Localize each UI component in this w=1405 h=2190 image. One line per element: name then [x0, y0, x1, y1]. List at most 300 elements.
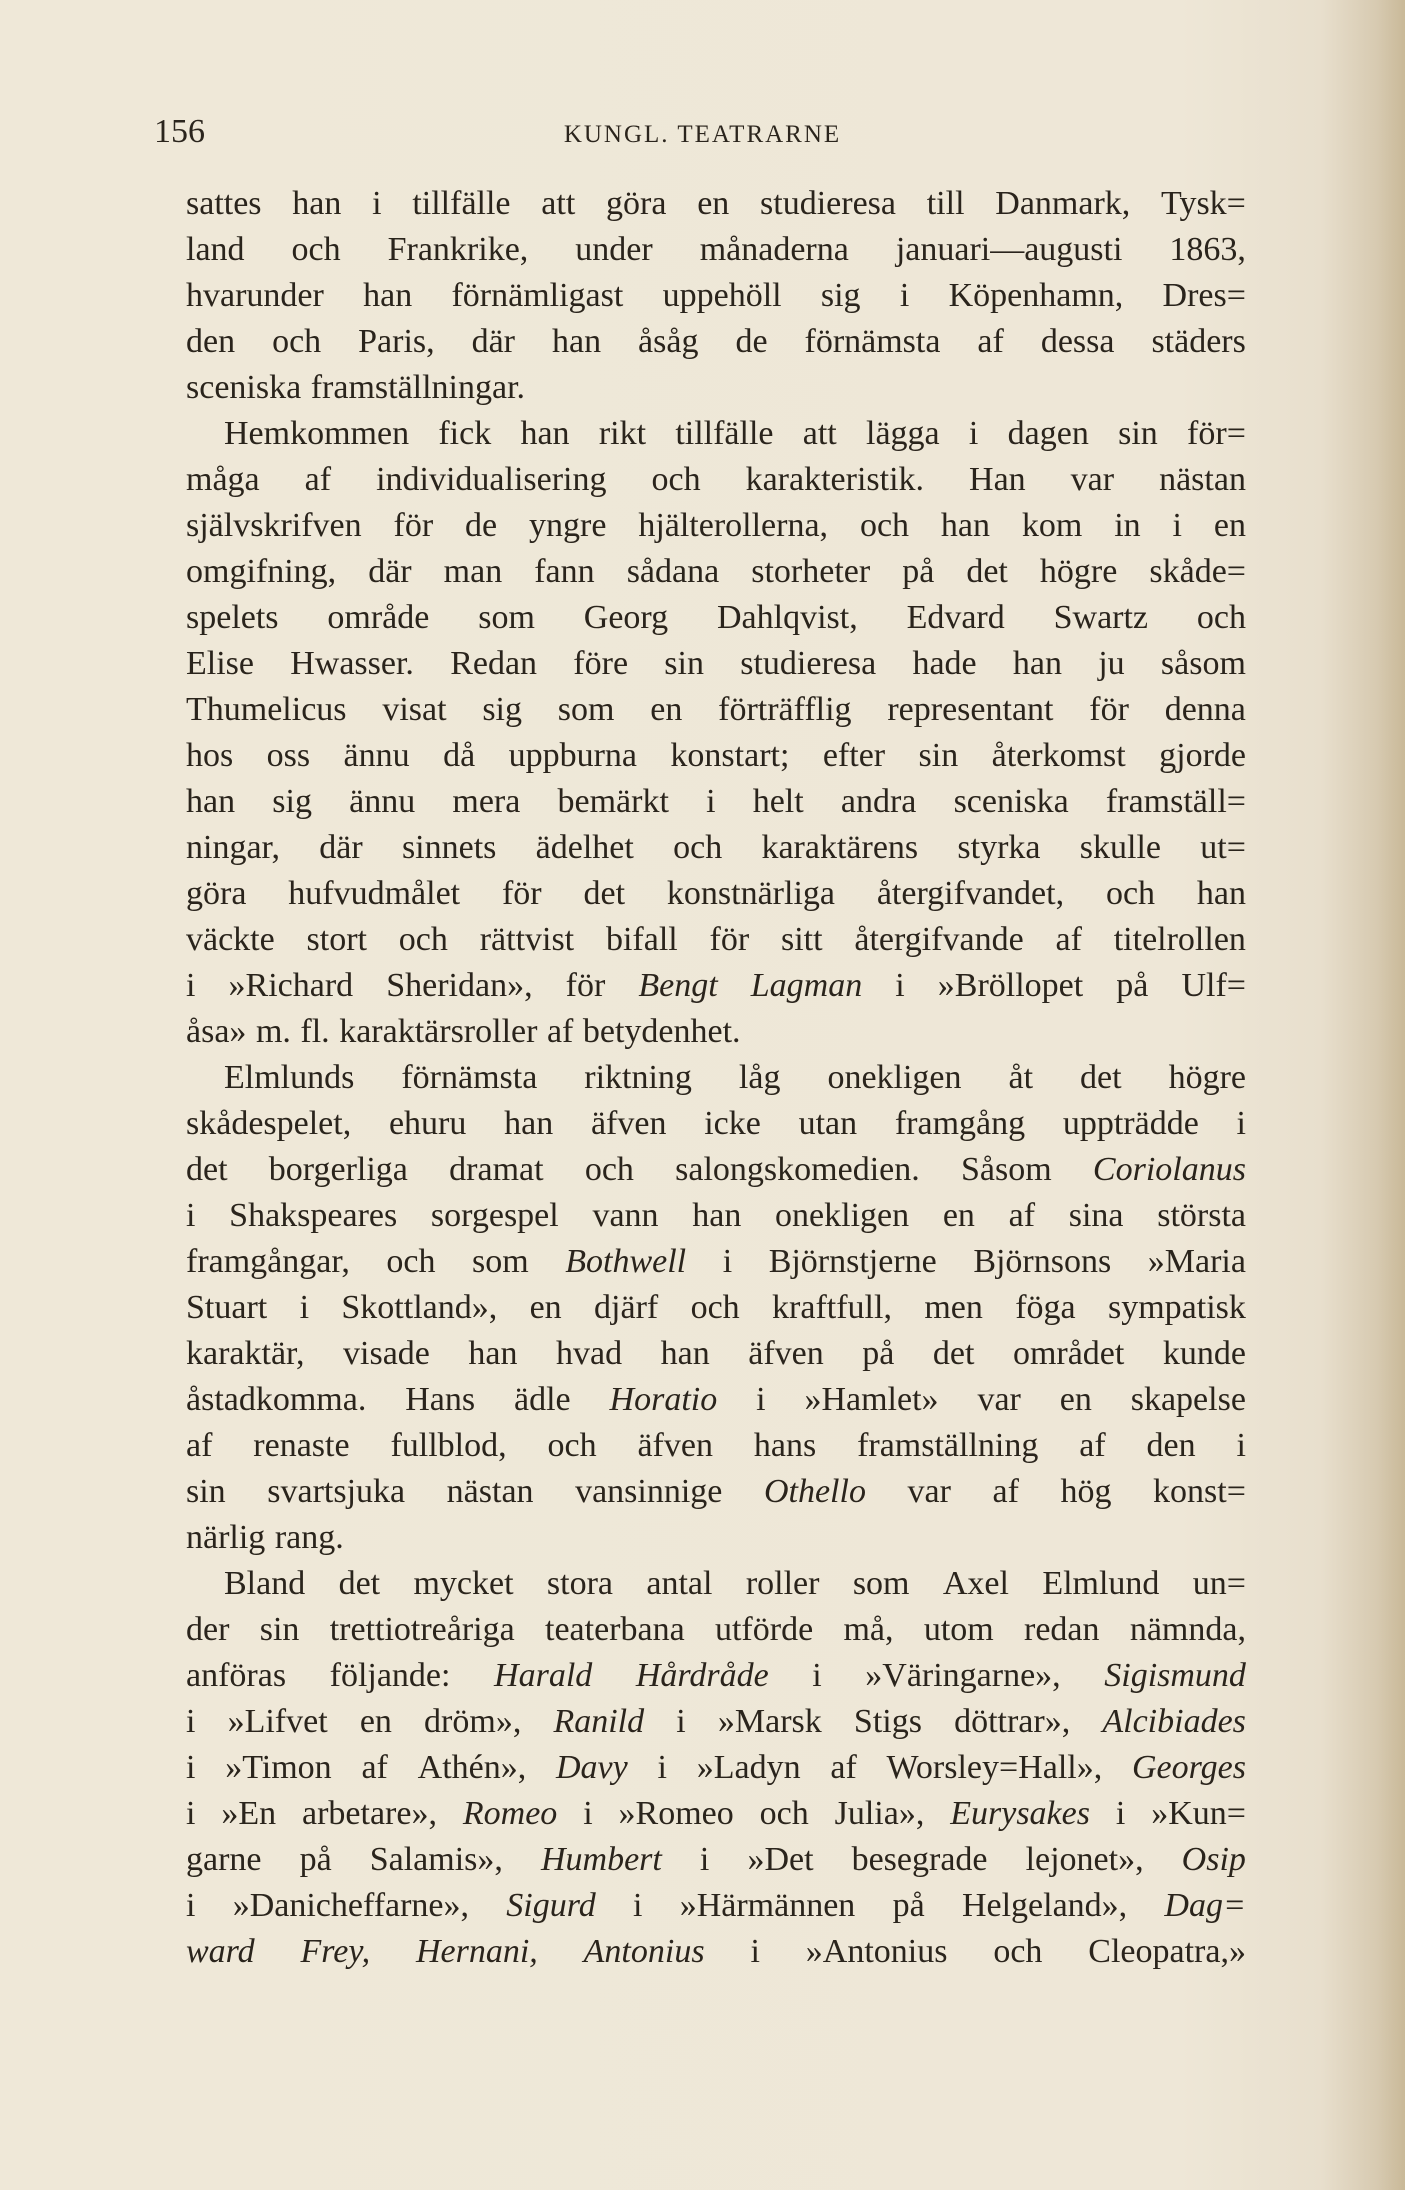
word: och: [673, 829, 723, 866]
word: den: [1146, 1427, 1196, 1464]
word: »Kun=: [1151, 1795, 1246, 1832]
word: der: [186, 1611, 230, 1648]
text-line: [186, 227, 1246, 273]
word: sympatisk: [1108, 1289, 1246, 1326]
word: »Romeo: [618, 1795, 734, 1832]
word: gjorde: [1159, 737, 1246, 774]
word: framgång: [894, 1105, 1026, 1142]
word: lejonet»,: [1025, 1841, 1144, 1878]
word: Coriolanus: [1092, 1151, 1246, 1188]
word: Helgeland»,: [961, 1887, 1128, 1924]
word: ädelhet: [535, 829, 634, 866]
word: som: [557, 691, 615, 728]
word: stort: [306, 921, 367, 958]
word: individualisering: [376, 461, 607, 498]
word: karakteristik.: [745, 461, 925, 498]
word: för: [709, 921, 750, 958]
word: i: [583, 1795, 593, 1832]
word: åstadkomma.: [186, 1381, 367, 1418]
word: Redan: [450, 645, 538, 682]
word: nästan: [1159, 461, 1246, 498]
word: förnämligast: [451, 277, 624, 314]
word: Lagman: [750, 967, 863, 1004]
word: må,: [843, 1611, 894, 1648]
word: styrka: [957, 829, 1041, 866]
text-line: [186, 871, 1246, 917]
word: han: [1012, 645, 1062, 682]
word: äfven: [748, 1335, 824, 1372]
word: i: [899, 277, 910, 314]
word: karaktärsroller: [339, 1013, 538, 1050]
word: Axel: [942, 1565, 1009, 1602]
word: »Antonius: [805, 1933, 948, 1970]
word: i: [1115, 1795, 1126, 1832]
word: i: [722, 1243, 733, 1280]
word: Bothwell: [565, 1243, 687, 1280]
word: riktning: [584, 1059, 692, 1096]
word: återgifvande: [854, 921, 1024, 958]
text-line: [186, 1929, 1246, 1975]
word: konstnärliga: [666, 875, 835, 912]
word: besegrade: [851, 1841, 988, 1878]
word: på: [862, 1335, 895, 1372]
word: han: [551, 323, 602, 360]
text-line: [186, 1101, 1246, 1147]
word: »Det: [747, 1841, 814, 1878]
word: »Väringarne»,: [865, 1657, 1061, 1694]
text-line: [186, 1147, 1246, 1193]
word: det: [583, 875, 626, 912]
word: konstart;: [670, 737, 790, 774]
text-line: [186, 181, 1246, 227]
word: Horatio: [609, 1381, 718, 1418]
word: fl.: [300, 1013, 330, 1050]
word: återgifvandet,: [876, 875, 1065, 912]
word: 1863,: [1169, 231, 1246, 268]
word: »Maria: [1147, 1243, 1246, 1280]
word: och: [859, 507, 910, 544]
word: måga: [186, 461, 260, 498]
word: teaterbana: [545, 1611, 685, 1648]
word: hög: [1060, 1473, 1112, 1510]
word: tillfälle: [412, 185, 511, 222]
word: området: [1012, 1335, 1125, 1372]
text-line: [186, 503, 1246, 549]
word: förnämsta: [401, 1059, 538, 1096]
word: en: [529, 1289, 562, 1326]
word: Ulf=: [1181, 967, 1246, 1004]
word: han: [520, 415, 570, 452]
word: hufvudmålet: [288, 875, 461, 912]
word: ehuru: [388, 1105, 467, 1142]
word: i: [1236, 1105, 1246, 1142]
word: Georg: [583, 599, 669, 636]
word: närlig: [186, 1519, 266, 1556]
word: kraftfull,: [772, 1289, 892, 1326]
word: stora: [546, 1565, 614, 1602]
word: var: [1070, 461, 1115, 498]
word: på: [902, 553, 935, 590]
word: helt: [752, 783, 804, 820]
text-line: [186, 917, 1246, 963]
word: visat: [382, 691, 447, 728]
word: spelets: [186, 599, 279, 636]
word: han: [363, 277, 413, 314]
word: område: [327, 599, 430, 636]
word: af: [977, 323, 1004, 360]
word: de: [735, 323, 768, 360]
word: han: [1196, 875, 1246, 912]
word: denna: [1164, 691, 1246, 728]
word: icke: [704, 1105, 761, 1142]
running-head: KUNGL. TEATRARNE: [563, 121, 842, 148]
word: Thumelicus: [186, 691, 347, 728]
word: åt: [1008, 1059, 1034, 1096]
word: sin: [664, 645, 704, 682]
word: döttrar»,: [954, 1703, 1071, 1740]
word: och: [272, 323, 322, 360]
word: och: [398, 921, 448, 958]
word: Tysk=: [1161, 185, 1246, 222]
word: ut=: [1200, 829, 1246, 866]
word: in: [1114, 507, 1141, 544]
word: yngre: [529, 507, 607, 544]
word: »Ladyn: [696, 1749, 801, 1786]
word: Hårdråde: [635, 1657, 769, 1694]
word: omgifning,: [186, 553, 337, 590]
text-line: [186, 1239, 1246, 1285]
word: utförde: [714, 1611, 814, 1648]
word: det: [338, 1565, 381, 1602]
word: det: [932, 1335, 975, 1372]
word: som: [852, 1565, 910, 1602]
word: mycket: [413, 1565, 514, 1602]
word: Stuart: [186, 1289, 268, 1326]
word: Julia»,: [834, 1795, 925, 1832]
word: anföras: [186, 1657, 287, 1694]
word: »Richard: [228, 967, 354, 1004]
text-line: [186, 549, 1246, 595]
word: »Marsk: [717, 1703, 822, 1740]
word: det: [1080, 1059, 1122, 1096]
word: betydenhet.: [582, 1013, 741, 1050]
word: onekligen: [827, 1059, 962, 1096]
text-line: [186, 825, 1246, 871]
word: skulle: [1079, 829, 1161, 866]
word: och: [1105, 875, 1156, 912]
word: af: [1079, 1427, 1106, 1464]
text-line: [186, 687, 1246, 733]
word: borgerliga: [268, 1151, 408, 1188]
word: framgångar,: [186, 1243, 350, 1280]
word: Salamis»,: [369, 1841, 503, 1878]
word: »Bröllopet: [937, 967, 1084, 1004]
word: han: [660, 1335, 710, 1372]
word: sitt: [781, 921, 823, 958]
word: under: [575, 231, 653, 268]
word: var: [977, 1381, 1021, 1418]
word: af: [1008, 1197, 1036, 1234]
text-line: [186, 411, 1246, 457]
word: Stigs: [853, 1703, 922, 1740]
word: i: [750, 1933, 760, 1970]
word: han: [692, 1197, 742, 1234]
word: garne: [186, 1841, 262, 1878]
word: framställningar.: [310, 369, 526, 406]
word: åsåg: [638, 323, 699, 360]
word: ädle: [514, 1381, 571, 1418]
word: Björnstjerne: [768, 1243, 937, 1280]
word: renaste: [253, 1427, 350, 1464]
word: förnämsta: [804, 323, 941, 360]
word: Han: [969, 461, 1026, 498]
word: Ranild: [553, 1703, 645, 1740]
word: efter: [822, 737, 886, 774]
word: dramat: [449, 1151, 544, 1188]
word: Athén»,: [417, 1749, 527, 1786]
word: »En: [221, 1795, 277, 1832]
word: och: [1196, 599, 1246, 636]
word: äfven: [637, 1427, 713, 1464]
word: i: [186, 967, 196, 1004]
text-line: [186, 595, 1246, 641]
word: nämnda,: [1129, 1611, 1246, 1648]
word: sin: [1118, 415, 1158, 452]
word: följande:: [329, 1657, 451, 1694]
word: Köpenhamn,: [948, 277, 1124, 314]
word: och: [690, 1289, 740, 1326]
word: Dres=: [1162, 277, 1246, 314]
word: återkomst: [991, 737, 1126, 774]
text-line: [186, 1791, 1246, 1837]
word: studieresa: [760, 185, 896, 222]
word: där: [319, 829, 363, 866]
text-line: [186, 273, 1246, 319]
word: titelrollen: [1113, 921, 1246, 958]
word: en: [1059, 1381, 1092, 1418]
word: en: [650, 691, 683, 728]
word: skådespelet,: [186, 1105, 352, 1142]
word: Georges: [1131, 1749, 1246, 1786]
word: Othello: [763, 1473, 866, 1510]
word: karaktärens: [761, 829, 919, 866]
text-line: [186, 779, 1246, 825]
word: i: [1236, 1427, 1246, 1464]
word: en: [697, 185, 730, 222]
word: »Danicheffarne»,: [232, 1887, 470, 1924]
word: bifall: [605, 921, 678, 958]
text-line: [186, 1515, 1246, 1561]
word: sig: [482, 691, 522, 728]
word: och: [547, 1427, 597, 1464]
word: Harald: [494, 1657, 593, 1694]
word: januari—augusti: [895, 231, 1123, 268]
word: i: [1172, 507, 1182, 544]
word: djärf: [594, 1289, 659, 1326]
word: sin: [918, 737, 959, 774]
word: på: [299, 1841, 332, 1878]
word: låg: [738, 1059, 781, 1096]
word: »Lifvet: [227, 1703, 328, 1740]
word: Sheridan»,: [386, 967, 533, 1004]
text-line: [186, 1377, 1246, 1423]
word: arbetare»,: [302, 1795, 437, 1832]
word: Såsom: [960, 1151, 1052, 1188]
word: Antonius: [583, 1933, 705, 1970]
word: Frankrike,: [387, 231, 529, 268]
word: i: [632, 1887, 643, 1924]
word: utan: [798, 1105, 858, 1142]
word: sorgespel: [430, 1197, 559, 1234]
word: Elise: [186, 645, 254, 682]
word: Danmark,: [995, 185, 1131, 222]
word: väckte: [186, 921, 275, 958]
word: de: [465, 507, 498, 544]
word: vansinnige: [575, 1473, 723, 1510]
word: föga: [1015, 1289, 1076, 1326]
word: dagen: [1007, 415, 1089, 452]
word: och: [386, 1243, 436, 1280]
word: sin: [259, 1611, 300, 1648]
word: framställning: [857, 1427, 1039, 1464]
word: han: [940, 507, 990, 544]
word: storheter: [751, 553, 871, 590]
text-line: [186, 1469, 1246, 1515]
body-text: [186, 181, 1246, 1975]
word: som: [472, 1243, 529, 1280]
text-line: [186, 1745, 1246, 1791]
word: det: [186, 1151, 228, 1188]
word: af: [830, 1749, 857, 1786]
word: rättvist: [479, 921, 575, 958]
text-line: [186, 1653, 1246, 1699]
word: göra: [606, 185, 667, 222]
word: Edvard: [906, 599, 1005, 636]
word: andra: [840, 783, 917, 820]
word: land: [186, 231, 245, 268]
word: i: [895, 967, 905, 1004]
word: ännu: [343, 737, 410, 774]
word: i: [706, 783, 716, 820]
word: sådana: [626, 553, 720, 590]
word: största: [1157, 1197, 1246, 1234]
word: i: [372, 185, 382, 222]
text-line: [186, 1285, 1246, 1331]
word: Sigismund: [1104, 1657, 1246, 1694]
word: skåde=: [1149, 553, 1246, 590]
word: m.: [255, 1013, 291, 1050]
word: »Timon: [225, 1749, 332, 1786]
word: un=: [1192, 1565, 1246, 1602]
word: Sigurd: [506, 1887, 596, 1924]
word: och: [993, 1933, 1043, 1970]
word: man: [443, 553, 503, 590]
word: af: [361, 1749, 388, 1786]
word: i: [676, 1703, 686, 1740]
word: i: [657, 1749, 667, 1786]
word: ward: [186, 1933, 255, 1970]
word: dröm»,: [424, 1703, 522, 1740]
word: Dag=: [1164, 1887, 1246, 1924]
word: hos: [186, 737, 234, 774]
word: »Hamlet»: [804, 1381, 939, 1418]
word: onekligen: [775, 1197, 910, 1234]
word: kunde: [1162, 1335, 1246, 1372]
word: Worsley=Hall»,: [886, 1749, 1103, 1786]
word: Hernani,: [415, 1933, 538, 1970]
word: högre: [1039, 553, 1118, 590]
word: representant: [887, 691, 1054, 728]
word: högre: [1168, 1059, 1246, 1096]
word: Alcibiades: [1102, 1703, 1246, 1740]
word: en: [1213, 507, 1246, 544]
word: han: [504, 1105, 554, 1142]
word: åsa»: [186, 1013, 247, 1050]
word: lägga: [866, 415, 940, 452]
word: antal: [646, 1565, 713, 1602]
word: af: [992, 1473, 1019, 1510]
word: oss: [266, 737, 311, 774]
word: förträfflig: [718, 691, 852, 728]
word: svartsjuka: [267, 1473, 406, 1510]
word: uppehöll: [662, 277, 782, 314]
text-line: [186, 1561, 1246, 1607]
word: i: [186, 1197, 196, 1234]
word: i: [186, 1795, 196, 1832]
word: sig: [272, 783, 312, 820]
word: sig: [820, 277, 861, 314]
word: en: [359, 1703, 392, 1740]
text-line: [186, 319, 1246, 365]
word: ännu: [349, 783, 416, 820]
text-line: [186, 1607, 1246, 1653]
word: han: [186, 783, 236, 820]
word: bemärkt: [557, 783, 669, 820]
word: Hwasser.: [290, 645, 414, 682]
word: »Härmännen: [679, 1887, 856, 1924]
word: i: [968, 415, 979, 452]
word: för: [565, 967, 606, 1004]
word: där: [471, 323, 516, 360]
word: skapelse: [1130, 1381, 1246, 1418]
word: sceniska: [953, 783, 1069, 820]
word: sattes: [186, 185, 262, 222]
word: Romeo: [462, 1795, 558, 1832]
word: kom: [1021, 507, 1083, 544]
word: han: [468, 1335, 518, 1372]
word: vann: [592, 1197, 659, 1234]
word: Bland: [224, 1565, 306, 1602]
word: Swartz: [1053, 599, 1149, 636]
word: Paris,: [358, 323, 435, 360]
word: sceniska: [186, 369, 302, 406]
word: en: [942, 1197, 975, 1234]
word: fann: [534, 553, 595, 590]
word: hvarunder: [186, 277, 324, 314]
text-line: [186, 1423, 1246, 1469]
word: Skottland»,: [341, 1289, 498, 1326]
word: Cleopatra,»: [1088, 1933, 1246, 1970]
word: för: [393, 507, 434, 544]
word: hjälterollerna,: [638, 507, 829, 544]
word: studieresa: [740, 645, 877, 682]
word: sina: [1068, 1197, 1124, 1234]
word: fick: [438, 415, 492, 452]
word: städers: [1151, 323, 1246, 360]
word: och: [291, 231, 341, 268]
word: i: [186, 1703, 196, 1740]
word: för: [1089, 691, 1129, 728]
